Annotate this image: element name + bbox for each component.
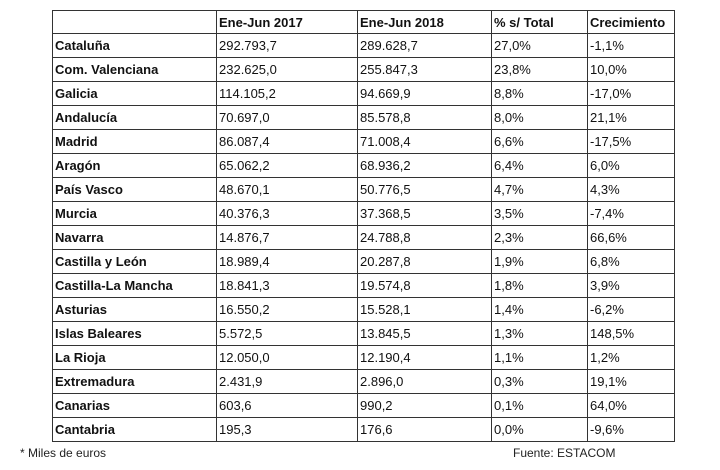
ene-jun-2017-cell: 232.625,0 <box>217 58 358 82</box>
ene-jun-2018-cell: 85.578,8 <box>358 106 492 130</box>
exports-by-region-table <box>52 10 675 442</box>
pct-total-cell: 8,8% <box>492 82 588 106</box>
region-cell: Com. Valenciana <box>53 58 217 82</box>
ene-jun-2018-cell: 176,6 <box>358 418 492 442</box>
pct-total-cell: 1,8% <box>492 274 588 298</box>
ene-jun-2018-cell: 68.936,2 <box>358 154 492 178</box>
ene-jun-2017-cell: 40.376,3 <box>217 202 358 226</box>
table-row <box>53 370 675 394</box>
ene-jun-2018-cell: 20.287,8 <box>358 250 492 274</box>
ene-jun-2017-cell: 14.876,7 <box>217 226 358 250</box>
ene-jun-2017-cell: 2.431,9 <box>217 370 358 394</box>
pct-total-cell: 1,9% <box>492 250 588 274</box>
table-row <box>53 250 675 274</box>
header-crecimiento: Crecimiento <box>588 11 675 34</box>
region-cell: Navarra <box>53 226 217 250</box>
table-row <box>53 274 675 298</box>
ene-jun-2018-cell: 19.574,8 <box>358 274 492 298</box>
table-row <box>53 82 675 106</box>
crecimiento-cell: -17,5% <box>588 130 675 154</box>
region-cell: Asturias <box>53 298 217 322</box>
source-note: Fuente: ESTACOM <box>513 446 616 460</box>
crecimiento-cell: 1,2% <box>588 346 675 370</box>
region-cell: Canarias <box>53 394 217 418</box>
ene-jun-2018-cell: 13.845,5 <box>358 322 492 346</box>
ene-jun-2017-cell: 292.793,7 <box>217 34 358 58</box>
ene-jun-2018-cell: 255.847,3 <box>358 58 492 82</box>
ene-jun-2017-cell: 86.087,4 <box>217 130 358 154</box>
header-ene-jun-2018: Ene-Jun 2018 <box>358 11 492 34</box>
region-cell: La Rioja <box>53 346 217 370</box>
ene-jun-2017-cell: 48.670,1 <box>217 178 358 202</box>
table-row <box>53 298 675 322</box>
pct-total-cell: 23,8% <box>492 58 588 82</box>
ene-jun-2017-cell: 114.105,2 <box>217 82 358 106</box>
ene-jun-2018-cell: 94.669,9 <box>358 82 492 106</box>
table-row <box>53 58 675 82</box>
header-row <box>53 11 675 34</box>
pct-total-cell: 0,0% <box>492 418 588 442</box>
ene-jun-2017-cell: 16.550,2 <box>217 298 358 322</box>
pct-total-cell: 4,7% <box>492 178 588 202</box>
crecimiento-cell: -17,0% <box>588 82 675 106</box>
ene-jun-2018-cell: 50.776,5 <box>358 178 492 202</box>
crecimiento-cell: 3,9% <box>588 274 675 298</box>
region-cell: Castilla y León <box>53 250 217 274</box>
ene-jun-2017-cell: 18.989,4 <box>217 250 358 274</box>
table-row <box>53 322 675 346</box>
crecimiento-cell: -7,4% <box>588 202 675 226</box>
pct-total-cell: 0,1% <box>492 394 588 418</box>
ene-jun-2018-cell: 71.008,4 <box>358 130 492 154</box>
pct-total-cell: 27,0% <box>492 34 588 58</box>
table-row <box>53 106 675 130</box>
crecimiento-cell: 66,6% <box>588 226 675 250</box>
pct-total-cell: 0,3% <box>492 370 588 394</box>
ene-jun-2017-cell: 70.697,0 <box>217 106 358 130</box>
pct-total-cell: 3,5% <box>492 202 588 226</box>
ene-jun-2018-cell: 37.368,5 <box>358 202 492 226</box>
ene-jun-2018-cell: 15.528,1 <box>358 298 492 322</box>
crecimiento-cell: 21,1% <box>588 106 675 130</box>
crecimiento-cell: 6,8% <box>588 250 675 274</box>
region-cell: Cataluña <box>53 34 217 58</box>
region-cell: Castilla-La Mancha <box>53 274 217 298</box>
footnote-units: * Miles de euros <box>20 446 107 460</box>
table-row <box>53 202 675 226</box>
ene-jun-2017-cell: 603,6 <box>217 394 358 418</box>
header-pct-total: % s/ Total <box>492 11 588 34</box>
table-row <box>53 178 675 202</box>
table-row <box>53 418 675 442</box>
pct-total-cell: 8,0% <box>492 106 588 130</box>
crecimiento-cell: 148,5% <box>588 322 675 346</box>
ene-jun-2017-cell: 195,3 <box>217 418 358 442</box>
crecimiento-cell: -9,6% <box>588 418 675 442</box>
region-cell: País Vasco <box>53 178 217 202</box>
crecimiento-cell: 4,3% <box>588 178 675 202</box>
ene-jun-2018-cell: 2.896,0 <box>358 370 492 394</box>
ene-jun-2018-cell: 12.190,4 <box>358 346 492 370</box>
pct-total-cell: 1,1% <box>492 346 588 370</box>
crecimiento-cell: 10,0% <box>588 58 675 82</box>
pct-total-cell: 1,3% <box>492 322 588 346</box>
region-cell: Islas Baleares <box>53 322 217 346</box>
crecimiento-cell: -1,1% <box>588 34 675 58</box>
pct-total-cell: 6,6% <box>492 130 588 154</box>
region-cell: Madrid <box>53 130 217 154</box>
crecimiento-cell: 6,0% <box>588 154 675 178</box>
ene-jun-2018-cell: 990,2 <box>358 394 492 418</box>
ene-jun-2018-cell: 24.788,8 <box>358 226 492 250</box>
table-row <box>53 34 675 58</box>
table-row <box>53 394 675 418</box>
region-cell: Galicia <box>53 82 217 106</box>
ene-jun-2017-cell: 5.572,5 <box>217 322 358 346</box>
region-cell: Cantabria <box>53 418 217 442</box>
region-cell: Murcia <box>53 202 217 226</box>
ene-jun-2017-cell: 65.062,2 <box>217 154 358 178</box>
header-region <box>53 11 217 34</box>
region-cell: Extremadura <box>53 370 217 394</box>
ene-jun-2017-cell: 12.050,0 <box>217 346 358 370</box>
table-body <box>53 34 675 442</box>
crecimiento-cell: 64,0% <box>588 394 675 418</box>
table-row <box>53 154 675 178</box>
pct-total-cell: 2,3% <box>492 226 588 250</box>
pct-total-cell: 6,4% <box>492 154 588 178</box>
ene-jun-2018-cell: 289.628,7 <box>358 34 492 58</box>
table-row <box>53 346 675 370</box>
crecimiento-cell: 19,1% <box>588 370 675 394</box>
pct-total-cell: 1,4% <box>492 298 588 322</box>
header-ene-jun-2017: Ene-Jun 2017 <box>217 11 358 34</box>
table-row <box>53 130 675 154</box>
ene-jun-2017-cell: 18.841,3 <box>217 274 358 298</box>
region-cell: Andalucía <box>53 106 217 130</box>
crecimiento-cell: -6,2% <box>588 298 675 322</box>
table-row <box>53 226 675 250</box>
region-cell: Aragón <box>53 154 217 178</box>
